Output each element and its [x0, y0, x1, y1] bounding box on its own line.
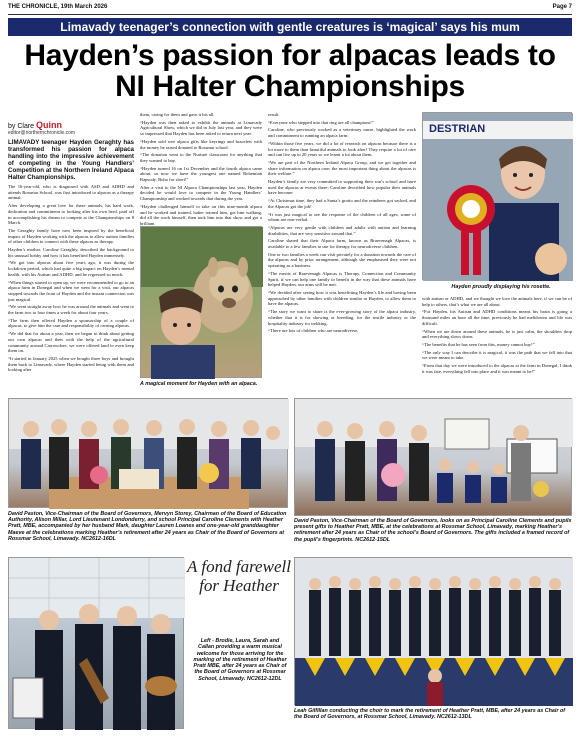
caption-choir: Leah Gilfillan conducting the choir to mark the retirement of Heather Pratt, MBE, after 24 years as Chair of the Board of Governors, at Rossmar School, Limavady. NC2612-13DL — [294, 708, 566, 721]
paragraph: Hayden’s mother, Caroline Geraghty, described the background to his unusual hobby and how it has benefited Hayden immensely. — [8, 247, 134, 258]
paragraph: result. — [268, 112, 280, 117]
group-photo-1-illustration — [9, 399, 289, 509]
paragraph: “The farm then offered Hayden a sponsorship of a couple of alpacas, to give him the care and responsibility of owning alpacas. — [8, 317, 134, 329]
paragraph: “When things started to open up, we were recommended to go to an alpaca farm in Donegal and when we went for a visit, our alpacas stopped towards the front of Hayden and the instant connection was just magical. — [8, 279, 134, 302]
paragraph: “Hayden was then asked to exhibit the animals at Limavady Agricultural Show, which we did in July last year, and they were so impressed that Hayden has been asked to return next year. — [140, 119, 262, 137]
paragraph: “The donation went to the Nurture classroom for anything that they wanted to buy. — [140, 152, 262, 163]
article-column-4 — [422, 296, 572, 392]
paragraph: with autism or ADHD, and we thought we love the animals here, if we can be of help to others, that’s what we are all about. — [422, 296, 572, 307]
caption-group-2: David Paston, Vice-Chairman of the Board of Governors, looks on as Principal Caroline Clements and pupils present gifts to Heather Pratt, MBE, at the celebrations at Rossmar School, Limavady, marking Heather’s retirement after 24 years as Chair of the school’s Board of Governors. The gifts included a framed record of the pupil’s fingerprints. NC2612-15DL — [294, 518, 572, 543]
byline-by: by Clare — [8, 123, 35, 130]
article-lead: LIMAVADY teenager Hayden Geraghty has transformed his passion for alpaca handling into the impressive achievement of competing in the Young Handlers’ Competition at the Northern Ireland Alpaca Halter Championships. — [8, 139, 134, 181]
paragraph: “It started in January 2025 when we bought three boys and brought them back to Limavady, where Hayden started being with them and looking after — [8, 355, 134, 373]
paragraph: “Within those five years, we did a lot of research on alpacas because there is a lot more to them than beautiful animals to look after! They require a lot of care and can live up to 20 years so we learnt a lot about them. — [268, 140, 416, 158]
paragraph: Caroline shared that their Alpaca farm, known as Braevenagh Alpacas, is available to a few families to use for therapy for neurodiverse children. — [268, 238, 416, 250]
headline: Hayden’s passion for alpacas leads to NI Halter Championships — [24, 39, 556, 103]
paragraph: “From that day we were introduced to the alpacas at the farm in Donegal, I think it was fate, everything fell into place and it was meant to be!” — [422, 363, 572, 374]
paragraph: Hayden’s family are very committed to supporting their son’s school and have used the alpacas at events there; Caroline described how popular their animals have become: — [268, 179, 416, 196]
byline-name: Quinn — [36, 120, 63, 130]
paragraph: “We decided after seeing how it was benefitting Hayden’s life and having been approached by other families with children similar to Hayden, to allow them to have the alpacas. — [268, 289, 416, 307]
paragraph: “Alpacas are very gentle with children and adults with autism and learning disabilities, that are very sensitive around that.” — [268, 224, 416, 236]
alpaca-photo — [140, 226, 262, 378]
paragraph: “We got into alpacas about five years ago, it was during the lockdown period, which had quite a big impact on Hayden’s mental health, with his Autism and ADHD, and he regressed so much. — [8, 260, 134, 277]
paragraph: “The only way I can describe it is magical, it was the path that we fell into that we were meant to take. — [422, 349, 572, 361]
paragraph: them, caring for them and gave it his all. — [140, 112, 215, 117]
rosette-illustration — [423, 113, 573, 281]
page-number: Page 7 — [552, 4, 572, 10]
paragraph: “The merits of Braevenagh Alpacas is Therapy, Connection and Community Spirit, if we can help one family to benefit in the way that these animals have helped Hayden, our aims will be met. — [268, 270, 416, 288]
paragraph: “We are part of the Northern Ireland Alpaca Group, and we get together and share information on alpaca care; the most important thing about the alpacas is their welfare.” — [268, 159, 416, 177]
paragraph: “Hayden challenged himself to take on this nine-month alpaca and he worked and trained, halter trained him, got him walking, did all the work himself, then took him into that show and got a brilliant — [140, 203, 262, 226]
group-photo-2-illustration — [295, 399, 573, 517]
caption-group-1: David Paston, Vice-Chairman of the Board of Governors, Mervyn Storey, Chairman of the Board of Education Authority, Alison Millar, Lord Lieutenant Londonderry, and school Principal Caroline Clements with Heather Pratt, MBE, accompanied by her husband Mark, daughter Lauren Loanes and one-year-old granddaughter Maeve at the celebrations marking Heather’s retirement after 24 years as Chair of the Board of Governors at Rossmar School, Limavady. NC2612-16DL — [8, 511, 287, 542]
paragraph: “The benefits that he has seen from this, money cannot buy!” — [422, 341, 535, 347]
masthead — [8, 4, 572, 15]
rosette-banner-text: DESTRIAN — [429, 123, 486, 135]
group-photo-2 — [294, 398, 572, 516]
paragraph: One or two families a week can visit privately for a donation towards the care of the alpacas and by prior arrangement, although she emphasised they were not operating as a business. — [268, 251, 416, 269]
paragraph: After developing a great love for these animals, his hard work, dedication and commitment to looking after his own herd, paid off in accomplishing his dream to compete at the Championships on 8 March. — [8, 203, 134, 226]
musicians-illustration — [9, 558, 185, 730]
paragraph: “We went straight away how he was around the animals and went to the farm two to four times a week for about four years. — [8, 304, 134, 316]
alpaca-illustration — [141, 227, 263, 379]
masthead-date: THE CHRONICLE, 19th March 2026 — [8, 4, 108, 10]
paragraph: “It was just magical to see the response of the children of all ages, some of whom are non-verbal. — [268, 211, 416, 223]
choir-photo — [294, 557, 572, 705]
musicians-photo — [8, 557, 184, 729]
paragraph: “We did that for about a year, then we began to think about getting our own alpacas and then with the help of the agricultural community around Carrowdore, we were offered land to even keep them on. — [8, 331, 134, 354]
paragraph: “Hayden sold wee alpaca gifts like keyrings and bracelets with the money he raised donated to Rossmar school. — [140, 138, 262, 150]
byline-email: editor@northernchronicle.com — [8, 130, 76, 136]
article-column-3 — [268, 112, 416, 390]
paragraph: Caroline, who previously worked as a veterinary nurse, highlighted the work and commitment to running an alpaca farm: — [268, 127, 416, 139]
paragraph: “At Christmas time, they had a Santa’s grotto and the reindeers got sacked, and the Alpacas got the job! — [268, 198, 416, 209]
kicker-strap: Limavady teenager’s connection with gentle creatures is ‘magical’ says his mum — [8, 18, 572, 36]
paragraph: “The story we want to share is the ever-growing story of the alpaca industry, whether that it is for showing or breeding, for the textile industry or the hospitality industry for trekking. — [268, 309, 416, 326]
paragraph: The Geraghty family have now been inspired by the beneficial impact of Hayden working with the alpacas to allow autism families of other children to connect with these alpacas as therapy. — [8, 227, 134, 245]
paragraph: “When we are down around these animals, he is just calm, the shoulders drop and everything slows down. — [422, 328, 572, 340]
paragraph: The 16-year-old, who is diagnosed with ASD and ADHD and attends Rossmar School, was first introduced to alpacas as a therapy animal. — [8, 184, 134, 201]
farewell-title: A fond farewell for Heather — [187, 557, 291, 595]
paragraph: After a visit to the NI Alpaca Championships last year, Hayden decided he would love to compete in the Young Handlers’ Championship and worked towards that during the year. — [140, 184, 262, 202]
paragraph: “Everyone who stepped into that ring are all champions!” — [268, 119, 374, 125]
group-photo-1 — [8, 398, 288, 508]
caption-alpaca: A magical moment for Hayden with an alpaca. — [140, 381, 258, 387]
caption-farewell: Left - Brodie, Laura, Sarah and Callan providing a warm musical welcome for those arriving for the marking of the retirement of Heather Pratt MBE, after 24 years as Chair of the Board of Governors at Rossmar School, Limavady. NC2612-12DL — [193, 638, 287, 682]
paragraph: “There are lots of children who are neurodiverse, — [268, 328, 359, 334]
byline — [8, 120, 134, 136]
rosette-photo — [422, 112, 572, 280]
article-column-2 — [140, 112, 262, 226]
choir-illustration — [295, 558, 573, 706]
paragraph: “Hayden turned 16 on 1st December and the fourth alpaca came about, so now we have the youngest one named Bohemian Rapsody, Boho for short!” — [140, 165, 262, 183]
paragraph: “For Hayden, his Autism and ADHD conditions means his brain is going a thousand miles an hour all the time, previously he had meltdowns and life was difficult. — [422, 309, 572, 326]
caption-rosette: Hayden proudly displaying his rosette. — [451, 284, 551, 290]
